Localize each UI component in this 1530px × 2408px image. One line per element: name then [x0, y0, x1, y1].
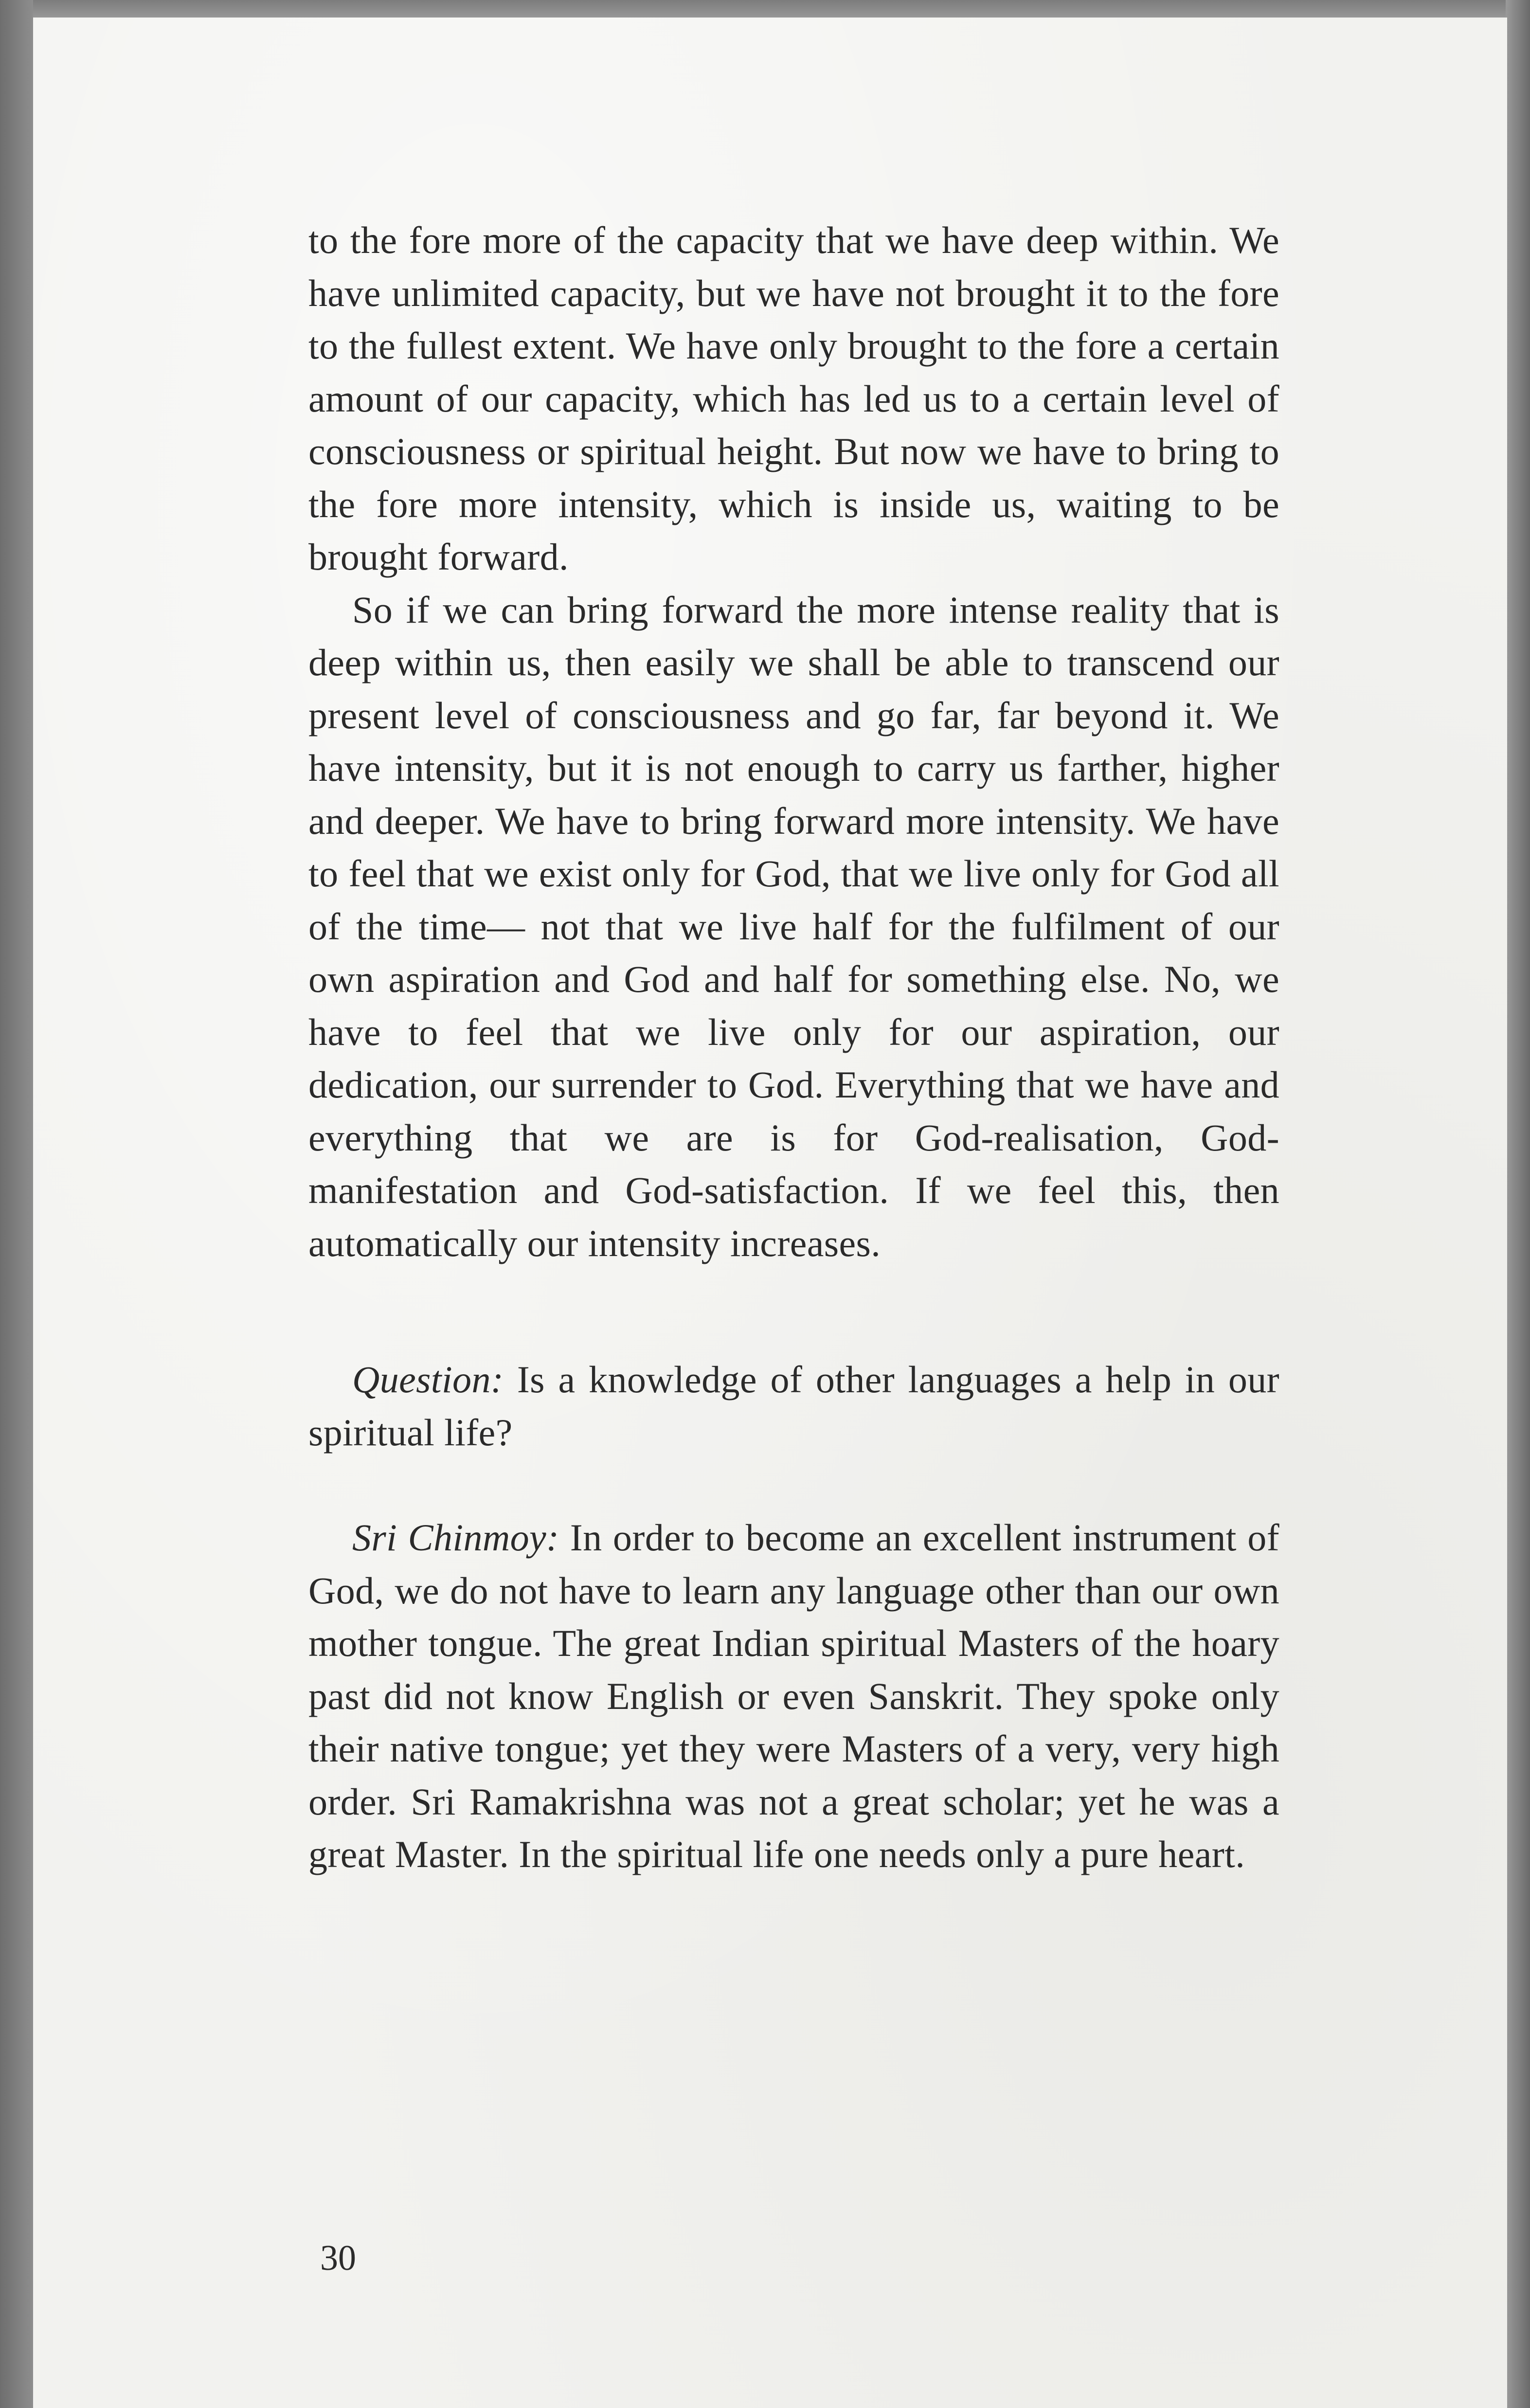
scan-border-top — [0, 0, 1530, 19]
question-paragraph — [308, 1353, 1279, 1459]
question-label: Question: — [352, 1358, 504, 1401]
page-number: 30 — [320, 2238, 356, 2278]
paragraph-intensity: So if we can bring forward the more intense reality that is deep within us, then easily we shall be able to transcend our present level of consciousness and go far, far beyond it. We have intensity, but it is not enough to carry us farther, higher and deeper. We have to bring forward more intensity. We have to feel that we exist only for God, that we live only for God all of the time— not that we live half for the fulfilment of our own aspiration and God and half for something else. No, we have to feel that we live only for our aspiration, our dedication, our surrender to God. Everything that we have and everything that we are is for God-realisation, God-manifestation and God-satisfaction. If we feel this, then automatically our intensity increases. — [308, 588, 1279, 1264]
section-spacer — [308, 1270, 1279, 1353]
answer-text: In order to become an excellent instrument of God, we do not have to learn any language other than our own mother tongue. The great Indian spiritual Masters of the hoary past did not know English or even Sanskrit. They spoke only their native tongue; yet they were Masters of a very, very high order. Sri Ramakrishna was not a great scholar; yet he was a great Master. In the spiritual life one needs only a pure heart. — [308, 1516, 1280, 1875]
answer-spacer — [308, 1459, 1279, 1511]
page-body — [308, 214, 1279, 1881]
scan-border-right — [1506, 0, 1530, 2408]
scan-border-left — [0, 0, 33, 2408]
answer-label: Sri Chinmoy: — [352, 1516, 559, 1559]
answer-paragraph — [308, 1511, 1279, 1881]
question-text: Is a knowledge of other languages a help in our spiritual life? — [308, 1358, 1280, 1454]
paragraph-continuation: to the fore more of the capacity that we have deep within. We have unlimited capacity, but we have not brought it to the fore to the fullest extent. We have only brought to the fore a certain amount of our capacity, which has led us to a certain level of consciousness or spiritual height. But now we have to bring to the fore more intensity, which is inside us, waiting to be brought forward. — [308, 219, 1279, 578]
